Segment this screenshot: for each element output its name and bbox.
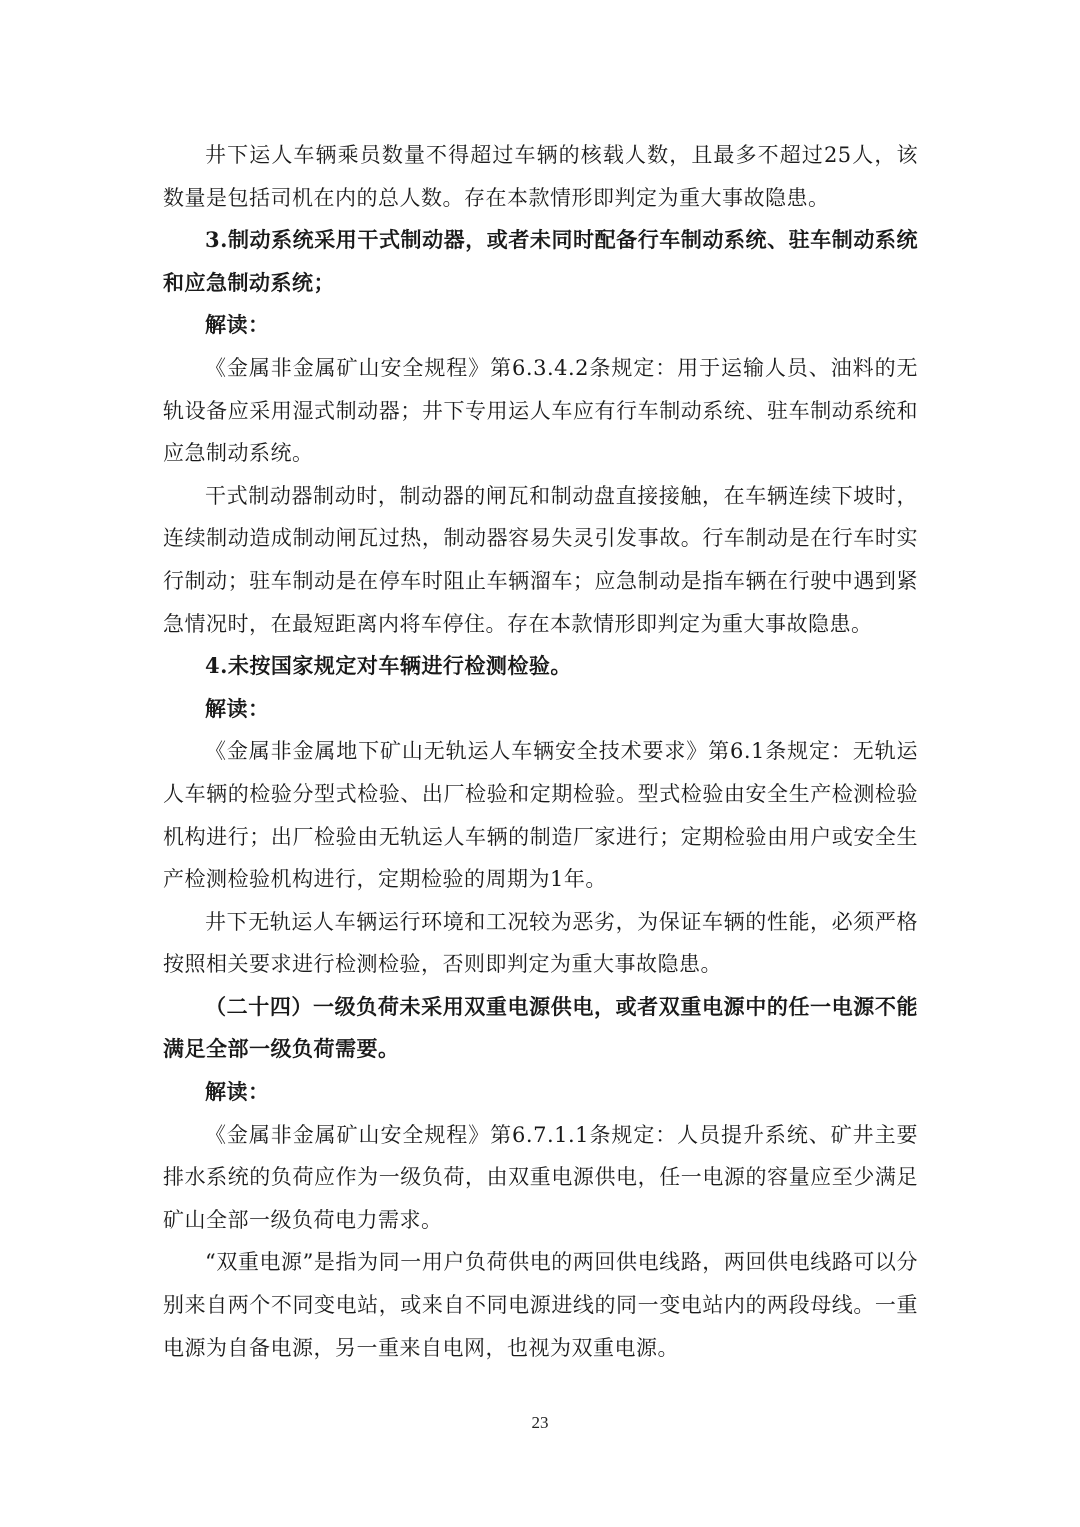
label-interpretation: 解读： [205,312,270,338]
document-body [163,134,918,1369]
paragraph-passenger-limit: 井下运人车辆乘员数量不得超过车辆的核载人数，且最多不超过25人，该数量是包括司机在内的总人数。存在本款情形即判定为重大事故隐患。 [163,143,918,210]
label-interpretation: 解读： [205,1079,270,1105]
heading-item-4-inspection: 4.未按国家规定对车辆进行检测检验。 [205,653,572,679]
paragraph-dual-power-definition: “双重电源”是指为同一用户负荷供电的两回供电线路，两回供电线路可以分别来自两个不同变电站，或来自不同电源进线的同一变电站内的两段母线。一重电源为自备电源，另一重来自电网，也视为双重电源。 [163,1250,918,1360]
label-interpretation: 解读： [205,695,270,721]
page-number: 23 [531,1413,549,1432]
paragraph-regulation-6-1: 《金属非金属地下矿山无轨运人车辆安全技术要求》第6.1条规定：无轨运人车辆的检验分型式检验、出厂检验和定期检验。型式检验由安全生产检测检验机构进行；出厂检验由无轨运人车辆的制造厂家进行；定期检验由用户或安全生产检测检验机构进行，定期检验的周期为1年。 [163,739,918,892]
paragraph-dry-brake-explanation: 干式制动器制动时，制动器的闸瓦和制动盘直接接触，在车辆连续下坡时，连续制动造成制动闸瓦过热，制动器容易失灵引发事故。行车制动是在行车时实行制动；驻车制动是在停车时阻止车辆溜车；应急制动是指车辆在行驶中遇到紧急情况时，在最短距离内将车停住。存在本款情形即判定为重大事故隐患。 [163,483,918,636]
paragraph-regulation-6-3-4-2: 《金属非金属矿山安全规程》第6.3.4.2条规定：用于运输人员、油料的无轨设备应采用湿式制动器；井下专用运人车应有行车制动系统、驻车制动系统和应急制动系统。 [163,355,918,466]
paragraph-regulation-6-7-1-1: 《金属非金属矿山安全规程》第6.7.1.1条规定：人员提升系统、矿井主要排水系统的负荷应作为一级负荷，由双重电源供电，任一电源的容量应至少满足矿山全部一级负荷电力需求。 [163,1122,918,1232]
heading-item-3-brake-system: 3.制动系统采用干式制动器，或者未同时配备行车制动系统、驻车制动系统和应急制动系统； [163,227,918,295]
paragraph-inspection-explanation: 井下无轨运人车辆运行环境和工况较为恶劣，为保证车辆的性能，必须严格按照相关要求进行检测检验，否则即判定为重大事故隐患。 [163,909,918,977]
heading-item-24-power-supply: （二十四）一级负荷未采用双重电源供电，或者双重电源中的任一电源不能满足全部一级负荷需要。 [163,993,918,1062]
